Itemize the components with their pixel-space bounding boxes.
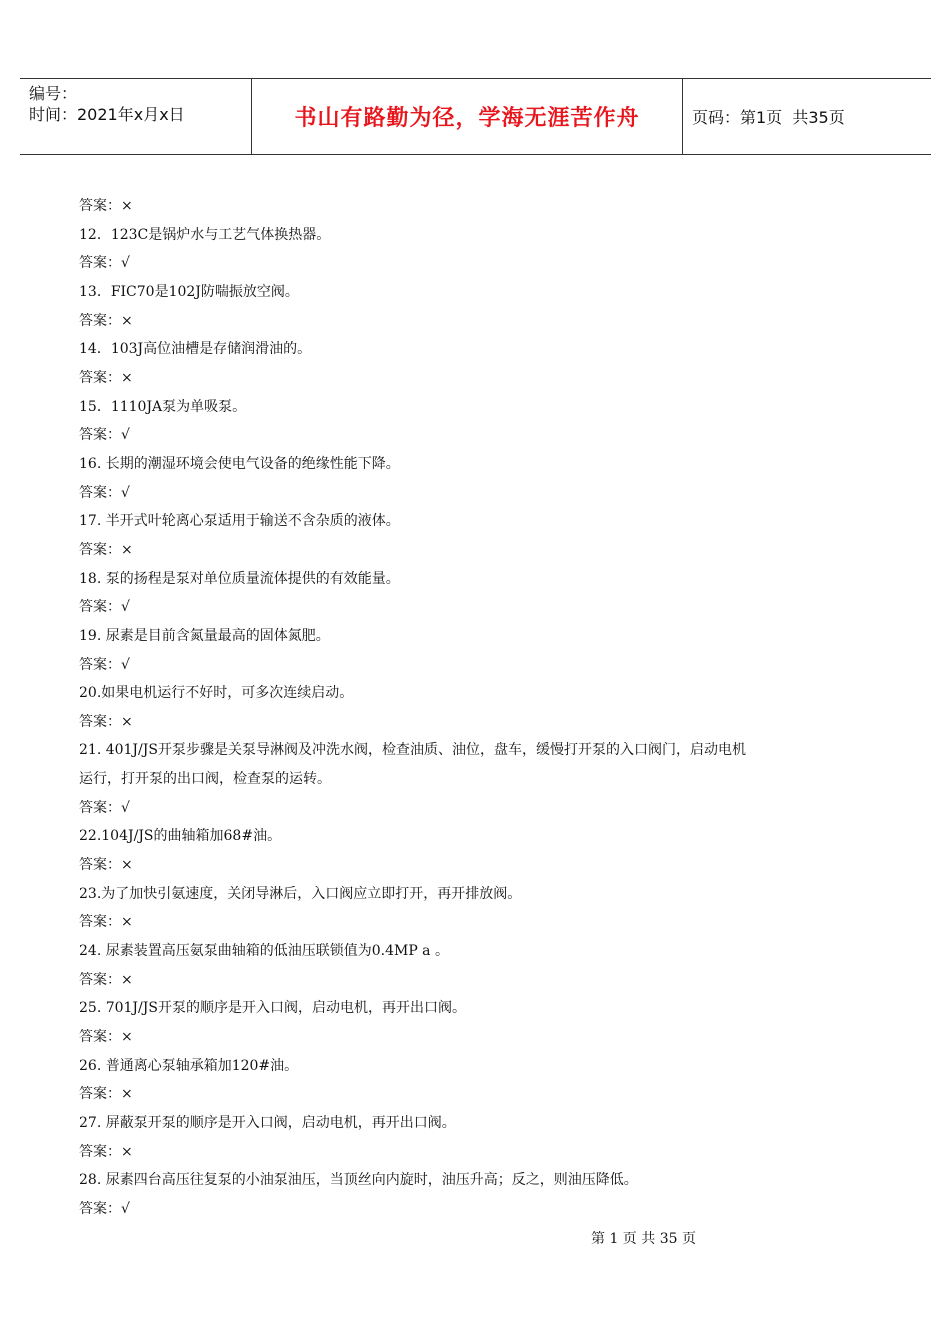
question-line: 21. 401J/JS开泵步骤是关泵导淋阀及冲洗水阀，检查油质、油位，盘车，缓慢打开泵的入口阀门，启动电机 [79, 742, 746, 759]
answer-line: 答案：× [79, 914, 133, 931]
question-line: 18. 泵的扬程是泵对单位质量流体提供的有效能量。 [79, 570, 400, 587]
question-line: 13．FIC70是102J防喘振放空阀。 [79, 283, 299, 300]
answer-line: 答案：× [79, 312, 133, 329]
question-line: 14．103J高位油槽是存储润滑油的。 [79, 341, 312, 358]
header-page-indicator: 页码：第1页 共35页 [692, 108, 845, 127]
answer-line: 答案：× [79, 713, 133, 730]
number-label: 编号： [29, 84, 78, 103]
page-footer: 第 1 页 共 35 页 [591, 1231, 696, 1247]
header-motto: 书山有路勤为径，学海无涯苦作舟 [294, 106, 640, 131]
answer-line: 答案：√ [79, 1200, 130, 1217]
question-line: 19. 尿素是目前含氮量最高的固体氮肥。 [79, 627, 330, 644]
question-line: 20.如果电机运行不好时，可多次连续启动。 [79, 685, 354, 702]
question-line: 27. 屏蔽泵开泵的顺序是开入口阀，启动电机，再开出口阀。 [79, 1115, 456, 1131]
answer-line: 答案：× [79, 541, 133, 558]
header-meta [29, 83, 249, 125]
document-body [79, 192, 879, 1224]
question-line: 15．1110JA泵为单吸泵。 [79, 398, 247, 415]
header-divider [682, 79, 683, 154]
answer-line: 答案：× [79, 1143, 133, 1160]
answer-line: 答案：× [79, 1086, 133, 1103]
answer-line: 答案：√ [79, 656, 130, 673]
time-label: 时间：2021年x月x日 [29, 105, 185, 124]
question-line: 22.104J/JS的曲轴箱加68#油。 [79, 828, 282, 845]
answer-line: 答案：√ [79, 799, 130, 816]
answer-line: 答案：√ [79, 427, 130, 444]
page-header [20, 78, 931, 155]
question-line: 25. 701J/JS开泵的顺序是开入口阀，启动电机，再开出口阀。 [79, 1000, 466, 1017]
answer-line: 答案：√ [79, 255, 130, 272]
question-line: 23.为了加快引氨速度，关闭导淋后，入口阀应立即打开，再开排放阀。 [79, 885, 522, 902]
question-line: 24. 尿素装置高压氨泵曲轴箱的低油压联锁值为0.4MP a 。 [79, 943, 449, 960]
question-line-continued: 运行，打开泵的出口阀，检查泵的运转。 [79, 771, 331, 788]
question-line: 17. 半开式叶轮离心泵适用于输送不含杂质的液体。 [79, 513, 400, 530]
question-line: 16. 长期的潮湿环境会使电气设备的绝缘性能下降。 [79, 455, 400, 472]
answer-line: 答案：√ [79, 484, 130, 501]
question-line: 28. 尿素四台高压往复泵的小油泵油压，当顶丝向内旋时，油压升高；反之，则油压降低。 [79, 1172, 638, 1189]
answer-line: 答案：× [79, 971, 133, 988]
answer-line: 答案：× [79, 1029, 133, 1046]
question-line: 26. 普通离心泵轴承箱加120#油。 [79, 1057, 299, 1074]
answer-line: 答案：× [79, 857, 133, 874]
answer-line: 答案：√ [79, 599, 130, 616]
question-line: 12．123C是锅炉水与工艺气体换热器。 [79, 226, 331, 243]
answer-line: 答案：× [79, 198, 133, 214]
answer-line: 答案：× [79, 369, 133, 386]
